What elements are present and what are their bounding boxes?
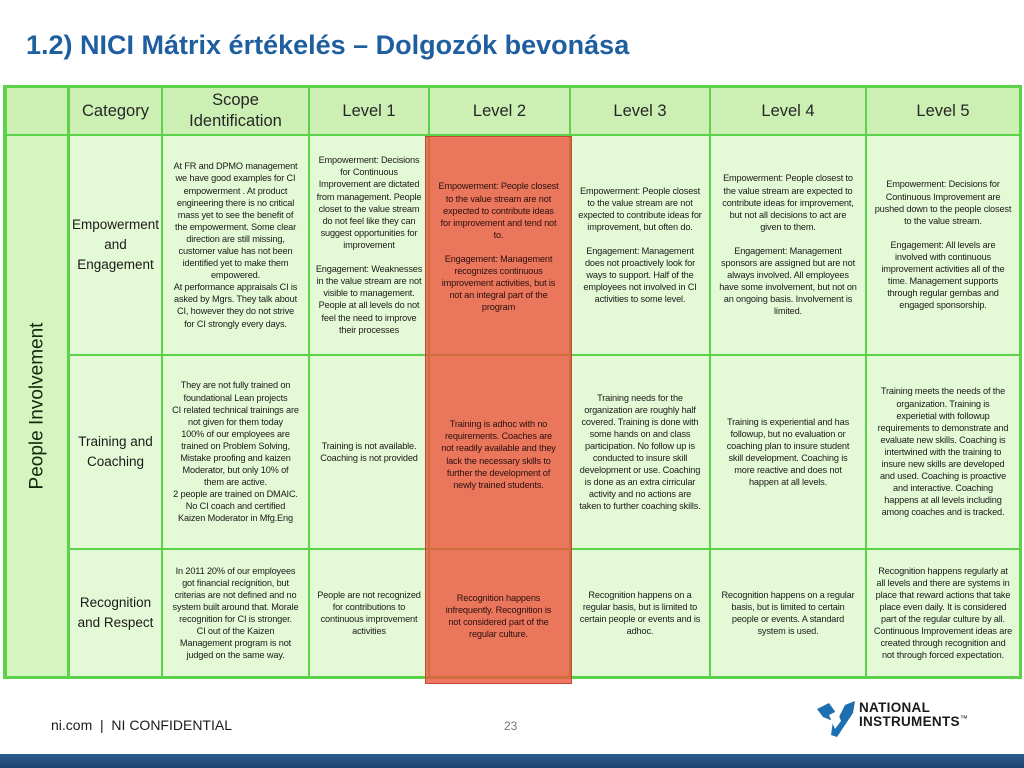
- scope-cell: In 2011 20% of our employees got financial recignition, but criterias are not defined and no system built around that. Morale recognition for CI is stronger. CI out of the Kaizen Management program is not judged on the same way.: [163, 550, 308, 676]
- level-4-cell: Empowerment: People closest to the value stream are expected to contribute ideas for improvement, but not all decisions to act are given to them. Engagement: Management sponsors are assigned but are not always involved. All employees have some involvement, but not on an ongoing basis. Involvement is limited.: [711, 136, 865, 354]
- header-level-3: Level 3: [571, 88, 709, 134]
- corner-cell: [7, 88, 67, 134]
- level-4-cell: Recognition happens on a regular basis, but is limited to certain people or events. A standard system is used.: [711, 550, 865, 676]
- highlight-text-row-3: Recognition happens infrequently. Recognition is not considered part of the regular culture.: [445, 592, 552, 640]
- footer-confidential: ni.com | NI CONFIDENTIAL: [51, 717, 232, 733]
- header-level-4: Level 4: [711, 88, 865, 134]
- header-level-5: Level 5: [867, 88, 1019, 134]
- slide-title: 1.2) NICI Mátrix értékelés – Dolgozók bevonása: [26, 30, 630, 60]
- scope-cell: They are not fully trained on foundational Lean projects CI related technical trainings are not given for them today 100% of our employees are trained on Problem Solving, Mistake proofing and kaizen Moderator, but only 10% of them are active. 2 people are trained on DMAIC. No CI coach and certified Kaizen Moderator in Mfg.Eng: [163, 356, 308, 548]
- highlight-text-row-2: Training is adhoc with no requirements. Coaches are not readily available and they lack the necessary skills to further the development of newly trained students.: [441, 419, 556, 490]
- header-category: Category: [70, 88, 161, 134]
- level-5-cell: Training meets the needs of the organization. Training is experietial with followup requirements to demonstrate and evaluate new skills. Coaching is intertwined with the training to insure new skills are developed and used. Coaching is proactive and interactive. Coaching happens at all levels including among coaches and is tracked.: [867, 356, 1019, 548]
- level-1-cell: Training is not available. Coaching is not provided: [310, 356, 428, 548]
- level-3-cell: Training needs for the organization are roughly half covered. Training is done with some hands on and class participation. No follow up is conducted to insure skill development or use. Coaching is done as an extra cirricular activity and no actions are taken to further coaching skills.: [571, 356, 709, 548]
- side-label: People Involvement: [26, 322, 48, 490]
- level-1-cell: People are not recognized for contributions to continuous improvement activities: [310, 550, 428, 676]
- header-scope: Scope Identification: [163, 88, 308, 134]
- level-1-cell: Empowerment: Decisions for Continuous Improvement are dictated from management. People closet to the value stream do not feel like they can suggest opportunities for improvement Engagement: Weaknesses in the value stream are not visible to management. People at all levels do not feel the need to improve their processes: [310, 136, 428, 354]
- level-3-cell: Recognition happens on a regular basis, but is limited to certain people or events and is adhoc.: [571, 550, 709, 676]
- level-5-cell: Empowerment: Decisions for Continuous Improvement are pushed down to the people closest to the value stream. Engagement: All levels are involved with continuous improvement activities all of the time. Management supports through regular gembas and engaged sponsorship.: [867, 136, 1019, 354]
- category-cell: Recognition and Respect: [70, 550, 161, 676]
- page-number: 23: [504, 719, 518, 733]
- scope-cell: At FR and DPMO management we have good examples for CI empowerment . At product engineering there is no critical mass yet to see the benefit of the empowerment. Some clear direction are still missing, customer value has not been identified yet to make them empowered. At performance appraisals CI is asked by Mgrs. They talk about CI, however they do not strive for CI strongly every days.: [163, 136, 308, 354]
- category-cell: Training and Coaching: [70, 356, 161, 548]
- header-level-2: Level 2: [430, 88, 569, 134]
- level-2-highlight: [425, 136, 572, 684]
- bottom-bar: [0, 754, 1024, 768]
- level-4-cell: Training is experiential and has followup, but no evaluation or coaching plan to insure student skill development. Coaching is more reactive and does not happen at all levels.: [711, 356, 865, 548]
- highlight-text-row-1: Empowerment: People closest to the value stream are not expected to contribute ideas for improvement and tend not to. Engagement: Management recognizes continuous improvement activities, but is not an integral part of the program: [438, 181, 559, 313]
- logo-line-instruments: INSTRUMENTS™: [859, 714, 969, 729]
- level-3-cell: Empowerment: People closest to the value stream are not expected to contribute ideas for improvement, but often do. Engagement: Management does not proactively look for ways to support. Half of the employees not involved in CI activities to some level.: [571, 136, 709, 354]
- side-label-band: [7, 136, 67, 676]
- logo-line-national: NATIONAL: [859, 700, 931, 715]
- level-5-cell: Recognition happens regularly at all levels and there are systems in place that reward actions that take place even daily. It is considered part of the regular culture by all. Continuous Improvement ideas are created through recognition and not through forced expectation.: [867, 550, 1019, 676]
- category-cell: Empowerment and Engagement: [70, 136, 161, 354]
- header-level-1: Level 1: [310, 88, 428, 134]
